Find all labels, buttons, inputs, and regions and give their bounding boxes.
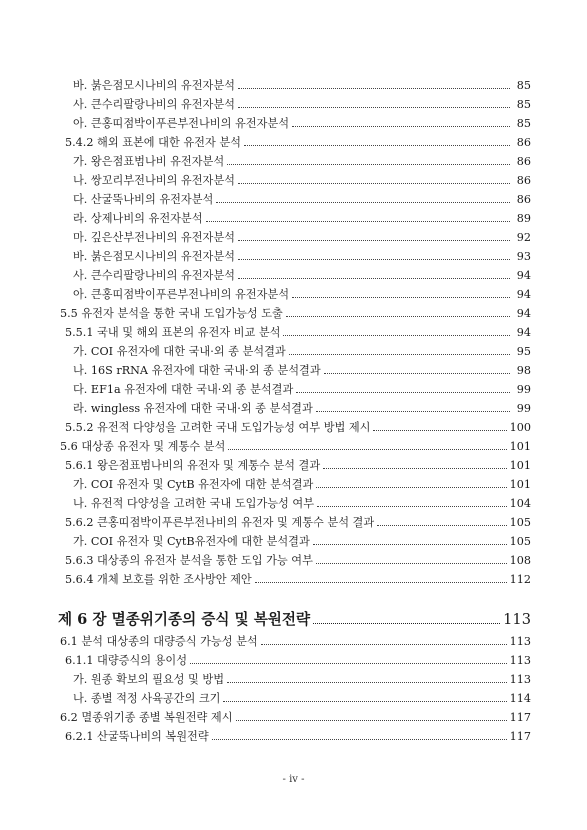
toc-entry-page: 95 (516, 345, 531, 358)
dot-leader (238, 107, 510, 108)
toc-entry (65, 419, 531, 436)
toc-entry (65, 457, 531, 474)
toc-entry-page: 86 (516, 193, 531, 206)
toc-entry-page: 113 (509, 673, 531, 686)
dot-leader (313, 623, 500, 624)
toc-entry (73, 362, 531, 379)
toc-entry-label: 5.4.2 해외 표본에 대한 유전자 분석 (65, 136, 241, 149)
toc-entry-label: 라. 상제나비의 유전자분석 (73, 212, 203, 225)
toc-entry-page: 92 (516, 231, 531, 244)
toc-entry (73, 115, 531, 132)
toc-entry (60, 633, 531, 650)
dot-leader (206, 221, 510, 222)
toc-entry-page: 113 (509, 635, 531, 648)
dot-leader (238, 183, 510, 184)
toc-entry-page: 101 (509, 478, 531, 491)
toc-entry-page: 117 (509, 711, 531, 724)
dot-leader (316, 563, 507, 564)
dot-leader (223, 701, 506, 702)
toc-entry (73, 210, 531, 227)
dot-leader (212, 739, 507, 740)
toc-entry-page: 94 (516, 307, 531, 320)
toc-entry-label: 5.6 대상종 유전자 및 계통수 분석 (60, 440, 226, 453)
toc-entry-page: 108 (509, 554, 531, 567)
toc-entry-page: 105 (509, 516, 531, 529)
toc-entry-label: 5.5.2 유전적 다양성을 고려한 국내 도입가능성 여부 방법 제시 (65, 421, 371, 434)
toc-entry (65, 134, 531, 151)
toc-entry-page: 94 (516, 269, 531, 282)
toc-entry-label: 나. 유전적 다양성을 고려한 국내 도입가능성 여부 (73, 497, 315, 510)
dot-leader (296, 392, 510, 393)
toc-entry-label: 가. 원종 확보의 필요성 및 방법 (73, 673, 225, 686)
toc-entry-label: 나. 종별 적정 사육공간의 크기 (73, 692, 221, 705)
dot-leader (313, 544, 507, 545)
toc-entry-label: 가. 왕은점표범나비 유전자분석 (73, 155, 225, 168)
toc-entry-label: 바. 붉은점모시나비의 유전자분석 (73, 79, 235, 92)
dot-leader (238, 88, 510, 89)
toc-entry-label: 아. 큰홍띠점박이푸른부전나비의 유전자분석 (73, 117, 290, 130)
dot-leader (261, 644, 507, 645)
dot-leader (316, 487, 506, 488)
toc-entry-label: 다. 산굴뚝나비의 유전자분석 (73, 193, 214, 206)
toc-entry-label: 다. EF1a 유전자에 대한 국내·외 종 분석결과 (73, 383, 294, 396)
toc-entry-label: 나. 쌍꼬리부전나비의 유전자분석 (73, 174, 235, 187)
toc-entry-label: 6.1 분석 대상종의 대량증식 가능성 분석 (60, 635, 258, 648)
toc-entry-page: 104 (509, 497, 531, 510)
toc-entry-label: 5.6.2 큰홍띠점박이푸른부전나비의 유전자 및 계통수 분석 결과 (65, 516, 375, 529)
toc-entry-page: 86 (516, 136, 531, 149)
toc-entry (73, 153, 531, 170)
dot-leader (238, 278, 510, 279)
toc-entry-label: 가. COI 유전자 및 CytB 유전자에 대한 분석결과 (73, 478, 314, 491)
toc-entry (73, 191, 531, 208)
toc-entry-label: 나. 16S rRNA 유전자에 대한 국내·외 종 분석결과 (73, 364, 321, 377)
dot-leader (292, 297, 510, 298)
toc-entry-page: 94 (516, 326, 531, 339)
toc-entry-label: 5.6.1 왕은점표범나비의 유전자 및 계통수 분석 결과 (65, 459, 321, 472)
toc-entry-page: 89 (516, 212, 531, 225)
toc-entry (65, 652, 531, 669)
dot-leader (244, 145, 510, 146)
toc-entry-page: 93 (516, 250, 531, 263)
dot-leader (227, 164, 510, 165)
dot-leader (238, 240, 510, 241)
dot-leader (216, 202, 510, 203)
toc-entry-page: 100 (509, 421, 531, 434)
toc-entry (60, 305, 531, 322)
dot-leader (283, 335, 510, 336)
toc-entry-label: 사. 큰수리팔랑나비의 유전자분석 (73, 269, 235, 282)
dot-leader (255, 582, 507, 583)
dot-leader (316, 411, 510, 412)
toc-entry (73, 96, 531, 113)
toc-entry-page: 85 (516, 117, 531, 130)
toc-entry-page: 112 (509, 573, 531, 586)
dot-leader (190, 663, 507, 664)
toc-entry-page: 114 (509, 692, 531, 705)
toc-entry-page: 99 (516, 383, 531, 396)
toc-entry (73, 229, 531, 246)
toc-entry-page: 101 (509, 459, 531, 472)
dot-leader (228, 449, 506, 450)
dot-leader (373, 430, 506, 431)
toc-entry-page: 99 (516, 402, 531, 415)
toc-entry-label: 마. 깊은산부전나비의 유전자분석 (73, 231, 235, 244)
dot-leader (238, 259, 510, 260)
dot-leader (286, 316, 510, 317)
toc-entry (60, 709, 531, 726)
toc-entry (65, 571, 531, 588)
dot-leader (323, 468, 507, 469)
dot-leader (317, 506, 507, 507)
toc-entry-label: 5.6.4 개체 보호를 위한 조사방안 제안 (65, 573, 252, 586)
toc-entry-label: 가. COI 유전자 및 CytB유전자에 대한 분석결과 (73, 535, 310, 548)
toc-entry-label: 아. 큰홍띠점박이푸른부전나비의 유전자분석 (73, 288, 290, 301)
toc-entry (73, 671, 531, 688)
toc-entry (65, 552, 531, 569)
toc-entry-page: 85 (516, 79, 531, 92)
toc-entry-label: 6.1.1 대량증식의 용이성 (65, 654, 188, 667)
toc-entry (65, 728, 531, 745)
toc-entry-page: 94 (516, 288, 531, 301)
toc-entry-label: 5.6.3 대상종의 유전자 분석을 통한 도입 가능 여부 (65, 554, 313, 567)
dot-leader (324, 373, 510, 374)
toc-entry-label: 라. wingless 유전자에 대한 국내·외 종 분석결과 (73, 402, 313, 415)
toc-entry (73, 248, 531, 265)
toc-entry (73, 172, 531, 189)
page-number-footer: - iv - (282, 774, 305, 785)
toc-entry (73, 286, 531, 303)
toc-entry (65, 514, 531, 531)
toc-entry-page: 86 (516, 155, 531, 168)
toc-entry (73, 343, 531, 360)
dot-leader (236, 720, 507, 721)
toc-chapter-label: 제 6 장 멸종위기종의 증식 및 복원전략 (58, 611, 311, 628)
toc-entry (73, 690, 531, 707)
toc-entry-page: 117 (509, 730, 531, 743)
toc-entry-page: 85 (516, 98, 531, 111)
toc-entry (73, 381, 531, 398)
dot-leader (227, 682, 507, 683)
toc-entry-label: 사. 큰수리팔랑나비의 유전자분석 (73, 98, 235, 111)
toc-entry (73, 476, 531, 493)
toc-entry-label: 6.2.1 산굴뚝나비의 복원전략 (65, 730, 209, 743)
toc-entry-label: 6.2 멸종위기종 종별 복원전략 제시 (60, 711, 233, 724)
toc-entry (60, 438, 531, 455)
toc-entry-label: 가. COI 유전자에 대한 국내·외 종 분석결과 (73, 345, 286, 358)
dot-leader (289, 354, 510, 355)
toc-entry (73, 495, 531, 512)
toc-entry-label: 바. 붉은점모시나비의 유전자분석 (73, 250, 235, 263)
toc-chapter-entry (58, 609, 531, 631)
toc-entry-label: 5.5.1 국내 및 해외 표본의 유전자 비교 분석 (65, 326, 281, 339)
toc-entry (65, 324, 531, 341)
dot-leader (377, 525, 506, 526)
toc-entry (73, 77, 531, 94)
dot-leader (292, 126, 510, 127)
toc-entry-page: 86 (516, 174, 531, 187)
toc-entry (73, 400, 531, 417)
toc-entry (73, 533, 531, 550)
toc-entry-page: 105 (509, 535, 531, 548)
toc-entry-page: 113 (509, 654, 531, 667)
toc-entry-label: 5.5 유전자 분석을 통한 국내 도입가능성 도출 (60, 307, 283, 320)
toc-entry-page: 113 (503, 611, 531, 628)
toc-entry-page: 98 (516, 364, 531, 377)
toc-entry-page: 101 (509, 440, 531, 453)
toc-entry (73, 267, 531, 284)
